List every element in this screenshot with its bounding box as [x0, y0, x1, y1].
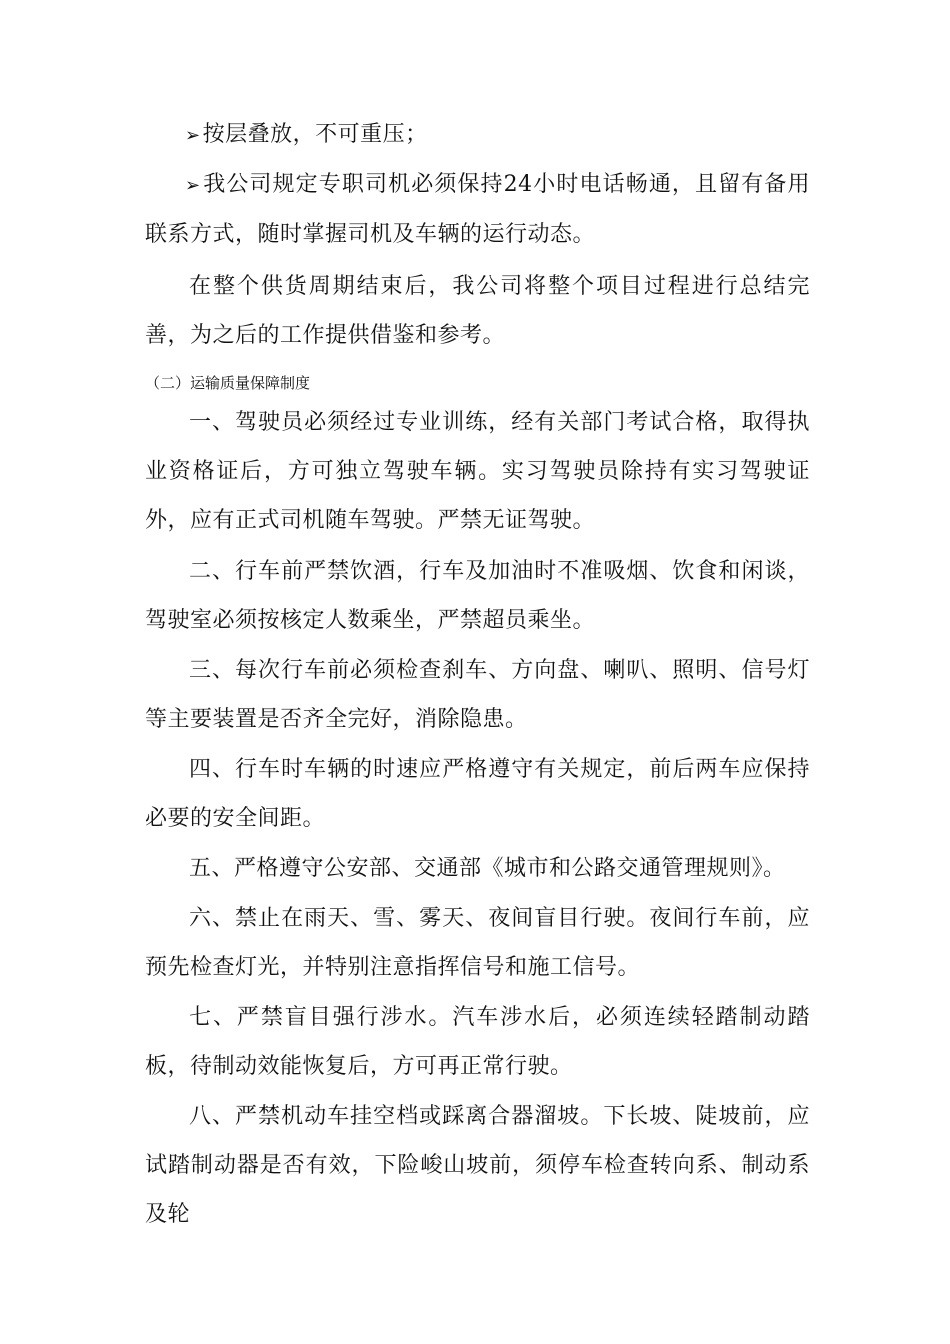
- rule-item: 四、行车时车辆的时速应严格遵守有关规定，前后两车应保持必要的安全间距。: [145, 757, 810, 831]
- bullet-text: 我公司规定专职司机必须保持24小时电话畅通，且留有备用联系方式，随时掌握司机及车辆的运行动态。: [145, 172, 810, 247]
- bullet-item-driver-contact: [145, 160, 810, 259]
- bullet-item-stacking: [145, 110, 810, 160]
- bullet-text: 按层叠放，不可重压；: [202, 122, 428, 147]
- rule-item: 七、严禁盲目强行涉水。汽车涉水后，必须连续轻踏制动踏板，待制动效能恢复后，方可再正常行驶。: [145, 1005, 810, 1079]
- rule-item: 五、严格遵守公安部、交通部《城市和公路交通管理规则》。: [189, 856, 786, 881]
- rule-item: 一、驾驶员必须经过专业训练，经有关部门考试合格，取得执业资格证后，方可独立驾驶车辆。实习驾驶员除持有实习驾驶证外，应有正式司机随车驾驶。严禁无证驾驶。: [145, 410, 810, 533]
- arrow-bullet-icon: ➢: [185, 125, 201, 146]
- rule-item: 八、严禁机动车挂空档或踩离合器溜坡。下长坡、陡坡前，应试踏制动器是否有效，下险峻山坡前，须停车检查转向系、制动系及轮: [145, 1104, 810, 1227]
- summary-paragraph: 在整个供货周期结束后，我公司将整个项目过程进行总结完善，为之后的工作提供借鉴和参考。: [145, 274, 810, 348]
- arrow-bullet-icon: ➢: [185, 175, 201, 196]
- rule-item: 六、禁止在雨天、雪、雾天、夜间盲目行驶。夜间行车前，应预先检查灯光，并特别注意指挥信号和施工信号。: [145, 906, 810, 980]
- rule-item: 二、行车前严禁饮酒，行车及加油时不准吸烟、饮食和闲谈，驾驶室必须按核定人数乘坐，严禁超员乘坐。: [145, 559, 810, 633]
- rule-item: 三、每次行车前必须检查刹车、方向盘、喇叭、照明、信号灯等主要装置是否齐全完好，消除隐患。: [145, 658, 810, 732]
- section-heading: （二）运输质量保障制度: [145, 374, 311, 392]
